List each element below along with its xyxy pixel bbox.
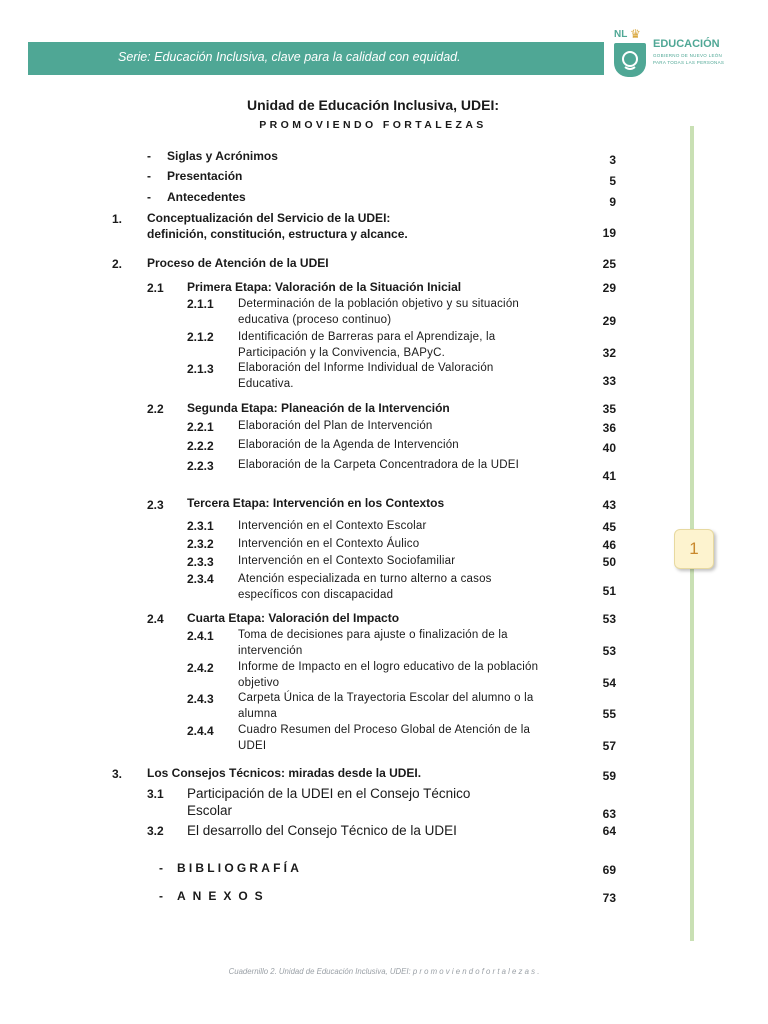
toc-page-number: 59 xyxy=(602,769,616,783)
item-number: 2.2.3 xyxy=(187,459,214,473)
item-text: Intervención en el Contexto Áulico xyxy=(238,538,420,550)
section-title-line2: definición, constitución, estructura y alcance. xyxy=(147,227,408,241)
item-text: Elaboración del Plan de Intervención xyxy=(238,420,433,432)
toc-page-number: 50 xyxy=(602,555,616,569)
toc-page-number: 43 xyxy=(602,498,616,512)
item-text: Elaboración de la Carpeta Concentradora de la UDEI xyxy=(238,459,520,471)
toc-page-number: 46 xyxy=(602,538,616,552)
document-subtitle: PROMOVIENDO FORTALEZAS xyxy=(259,119,487,131)
bibliography-heading: BIBLIOGRAFÍA xyxy=(177,861,303,875)
toc-page-number: 19 xyxy=(602,226,616,240)
toc-page-number: 3 xyxy=(609,153,616,167)
section-title: Proceso de Atención de la UDEI xyxy=(147,256,329,270)
subsection-number: 3.1 xyxy=(147,787,164,801)
item-number: 2.1.1 xyxy=(187,297,214,311)
logo-prefix: NL xyxy=(614,29,628,40)
item-number: 2.3.1 xyxy=(187,519,214,533)
section-title: Los Consejos Técnicos: miradas desde la UDEI. xyxy=(147,766,422,780)
item-text: Identificación de Barreras para el Aprendizaje, la Participación y la Convivencia, BAPyC. xyxy=(238,331,496,359)
toc-page-number: 29 xyxy=(602,314,616,328)
subsection-number: 2.3 xyxy=(147,498,164,512)
toc-page-number: 40 xyxy=(602,441,616,455)
item-text: Carpeta Única de la Trayectoria Escolar del alumno o la alumna xyxy=(238,692,534,720)
section-number: 1. xyxy=(112,212,123,226)
item-text: Determinación de la población objetivo y su situación educativa (proceso continuo) xyxy=(238,298,520,326)
item-text: Intervención en el Contexto Escolar xyxy=(238,520,427,532)
bullet-dash: - xyxy=(147,190,151,204)
toc-page-number: 54 xyxy=(602,676,616,690)
bullet-dash: - xyxy=(159,889,163,903)
subsection-title: Tercera Etapa: Intervención en los Contextos xyxy=(187,496,445,510)
toc-entry-label: Antecedentes xyxy=(167,190,246,204)
toc-page-number: 9 xyxy=(609,195,616,209)
toc-page-number: 64 xyxy=(602,824,616,838)
toc-entry-label: Presentación xyxy=(167,169,243,183)
document-title: Unidad de Educación Inclusiva, UDEI: xyxy=(246,97,500,113)
item-number: 2.3.2 xyxy=(187,537,214,551)
series-title: Serie: Educación Inclusiva, clave para la calidad con equidad. xyxy=(118,50,461,64)
crown-icon: ♛ xyxy=(630,27,641,41)
subsection-title: Cuarta Etapa: Valoración del Impacto xyxy=(187,611,400,625)
item-number: 2.3.3 xyxy=(187,555,214,569)
toc-entry-label: Siglas y Acrónimos xyxy=(167,149,278,163)
subsection-number: 3.2 xyxy=(147,824,164,838)
toc-page-number: 53 xyxy=(602,644,616,658)
toc-page-number: 32 xyxy=(602,346,616,360)
page-footer: Cuadernillo 2. Unidad de Educación Inclusiva, UDEI: p r o m o v i e n d o f o r t a l e z a s . xyxy=(228,967,540,976)
toc-page-number: 45 xyxy=(602,520,616,534)
item-number: 2.3.4 xyxy=(187,572,214,586)
item-text: Elaboración de la Agenda de Intervención xyxy=(238,439,459,451)
toc-page-number: 29 xyxy=(602,281,616,295)
bullet-dash: - xyxy=(147,149,151,163)
item-text: Toma de decisiones para ajuste o finalización de la intervención xyxy=(238,629,508,657)
item-number: 2.4.4 xyxy=(187,724,214,738)
item-number: 2.1.3 xyxy=(187,362,214,376)
toc-page-number: 73 xyxy=(602,891,616,905)
toc-page-number: 55 xyxy=(602,707,616,721)
page-number-badge: 1 xyxy=(674,529,714,569)
toc-page-number: 36 xyxy=(602,421,616,435)
subsection-number: 2.1 xyxy=(147,281,164,295)
subsection-title: Segunda Etapa: Planeación de la Intervención xyxy=(187,401,450,415)
logo-name: EDUCACIÓN xyxy=(653,38,720,50)
item-number: 2.2.1 xyxy=(187,420,214,434)
subsection-number: 2.4 xyxy=(147,612,164,626)
section-title-line1: Conceptualización del Servicio de la UDEI: xyxy=(147,211,391,225)
subsection-title: Primera Etapa: Valoración de la Situación Inicial xyxy=(187,280,462,294)
toc-page-number: 33 xyxy=(602,374,616,388)
logo-subtitle-2: PARA TODAS LAS PERSONAS xyxy=(653,60,725,65)
item-text: Intervención en el Contexto Sociofamiliar xyxy=(238,555,456,567)
toc-page-number: 63 xyxy=(602,807,616,821)
toc-page-number: 35 xyxy=(602,402,616,416)
item-number: 2.4.1 xyxy=(187,629,214,643)
item-text: Elaboración del Informe Individual de Valoración Educativa. xyxy=(238,362,494,390)
item-number: 2.2.2 xyxy=(187,439,214,453)
toc-page-number: 69 xyxy=(602,863,616,877)
item-number: 2.4.2 xyxy=(187,661,214,675)
section-number: 3. xyxy=(112,767,123,781)
logo-subtitle: GOBIERNO DE NUEVO LEÓN xyxy=(653,53,723,58)
item-text: Atención especializada en turno alterno a casos específicos con discapacidad xyxy=(238,573,492,601)
item-text: Informe de Impacto en el logro educativo de la población objetivo xyxy=(238,661,539,689)
toc-page-number: 57 xyxy=(602,739,616,753)
bullet-dash: - xyxy=(147,169,151,183)
section-number: 2. xyxy=(112,257,123,271)
toc-page-number: 25 xyxy=(602,257,616,271)
shield-logo-icon xyxy=(614,43,646,77)
subsection-text: El desarrollo del Consejo Técnico de la UDEI xyxy=(187,823,457,838)
item-number: 2.4.3 xyxy=(187,692,214,706)
item-text: Cuadro Resumen del Proceso Global de Atención de la UDEI xyxy=(238,724,531,752)
toc-page-number: 5 xyxy=(609,174,616,188)
annexes-heading: ANEXOS xyxy=(177,889,270,903)
toc-page-number: 51 xyxy=(602,584,616,598)
toc-page-number: 53 xyxy=(602,612,616,626)
subsection-text: Participación de la UDEI en el Consejo Técnico Escolar xyxy=(187,786,471,818)
subsection-number: 2.2 xyxy=(147,402,164,416)
item-number: 2.1.2 xyxy=(187,330,214,344)
toc-page-number: 41 xyxy=(602,469,616,483)
bullet-dash: - xyxy=(159,861,163,875)
